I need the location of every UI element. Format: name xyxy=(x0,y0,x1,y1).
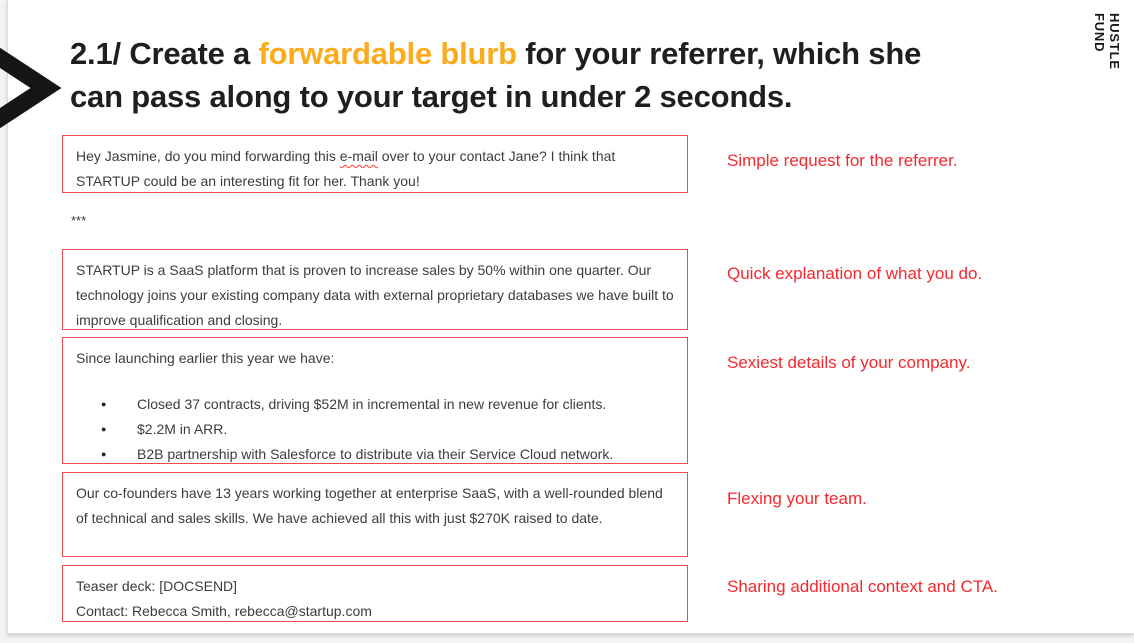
annotation-cta: Sharing additional context and CTA. xyxy=(727,577,998,596)
bullet-text: B2B partnership with Salesforce to distribute via their Service Cloud network. xyxy=(137,446,614,462)
annotation-explanation: Quick explanation of what you do. xyxy=(727,264,983,283)
title-line-1 xyxy=(70,36,921,71)
blurb-box-request xyxy=(62,135,688,193)
title-prefix: 2.1/ Create a xyxy=(70,36,259,71)
blurb-box-explanation xyxy=(62,249,688,330)
request-text-before: Hey Jasmine, do you mind forwarding this xyxy=(76,148,340,164)
details-bullet-list xyxy=(76,392,674,467)
brand-line-1: HUSTLE xyxy=(1107,13,1122,70)
bullet-icon: ● xyxy=(101,449,107,459)
details-intro: Since launching earlier this year we have: xyxy=(76,350,335,366)
bullet-icon: ● xyxy=(101,424,107,434)
annotation-request: Simple request for the referrer. xyxy=(727,151,958,170)
explanation-text: STARTUP is a SaaS platform that is proven to increase sales by 50% within one quarter. Our technology joins your existing company data with external proprietary databases we have built to improve qualification and closing. xyxy=(76,262,674,328)
asterisk-separator: *** xyxy=(71,213,87,228)
title-line-2: can pass along to your target in under 2 seconds. xyxy=(70,79,793,114)
cta-line-contact: Contact: Rebecca Smith, rebecca@startup.com xyxy=(76,603,372,619)
brand-line-2: FUND xyxy=(1092,13,1107,53)
slide-title xyxy=(70,32,1130,118)
list-item xyxy=(76,417,674,442)
request-text-after: over to your contact Jane? I think that STARTUP could be an interesting fit for her. Thank you! xyxy=(76,148,616,189)
blurb-box-cta xyxy=(62,565,688,622)
title-highlight: forwardable blurb xyxy=(258,36,517,71)
blurb-box-details xyxy=(62,337,688,464)
annotation-team: Flexing your team. xyxy=(727,489,867,508)
bullet-icon: ● xyxy=(101,399,107,409)
annotation-details: Sexiest details of your company. xyxy=(727,353,971,372)
cta-line-teaser: Teaser deck: [DOCSEND] xyxy=(76,578,238,594)
team-text: Our co-founders have 13 years working together at enterprise SaaS, with a well-rounded blend of technical and sales skills. We have achieved all this with just $270K raised to date. xyxy=(76,485,663,526)
title-line1-rest: for your referrer, which she xyxy=(516,36,922,71)
bullet-text: Closed 37 contracts, driving $52M in incremental in new revenue for clients. xyxy=(137,396,607,412)
bullet-text: $2.2M in ARR. xyxy=(137,421,228,437)
list-item xyxy=(76,442,674,467)
chevron-right-icon xyxy=(0,42,62,138)
list-item xyxy=(76,392,674,417)
blurb-box-team xyxy=(62,472,688,557)
request-misspelled-word: e-mail xyxy=(339,148,378,164)
